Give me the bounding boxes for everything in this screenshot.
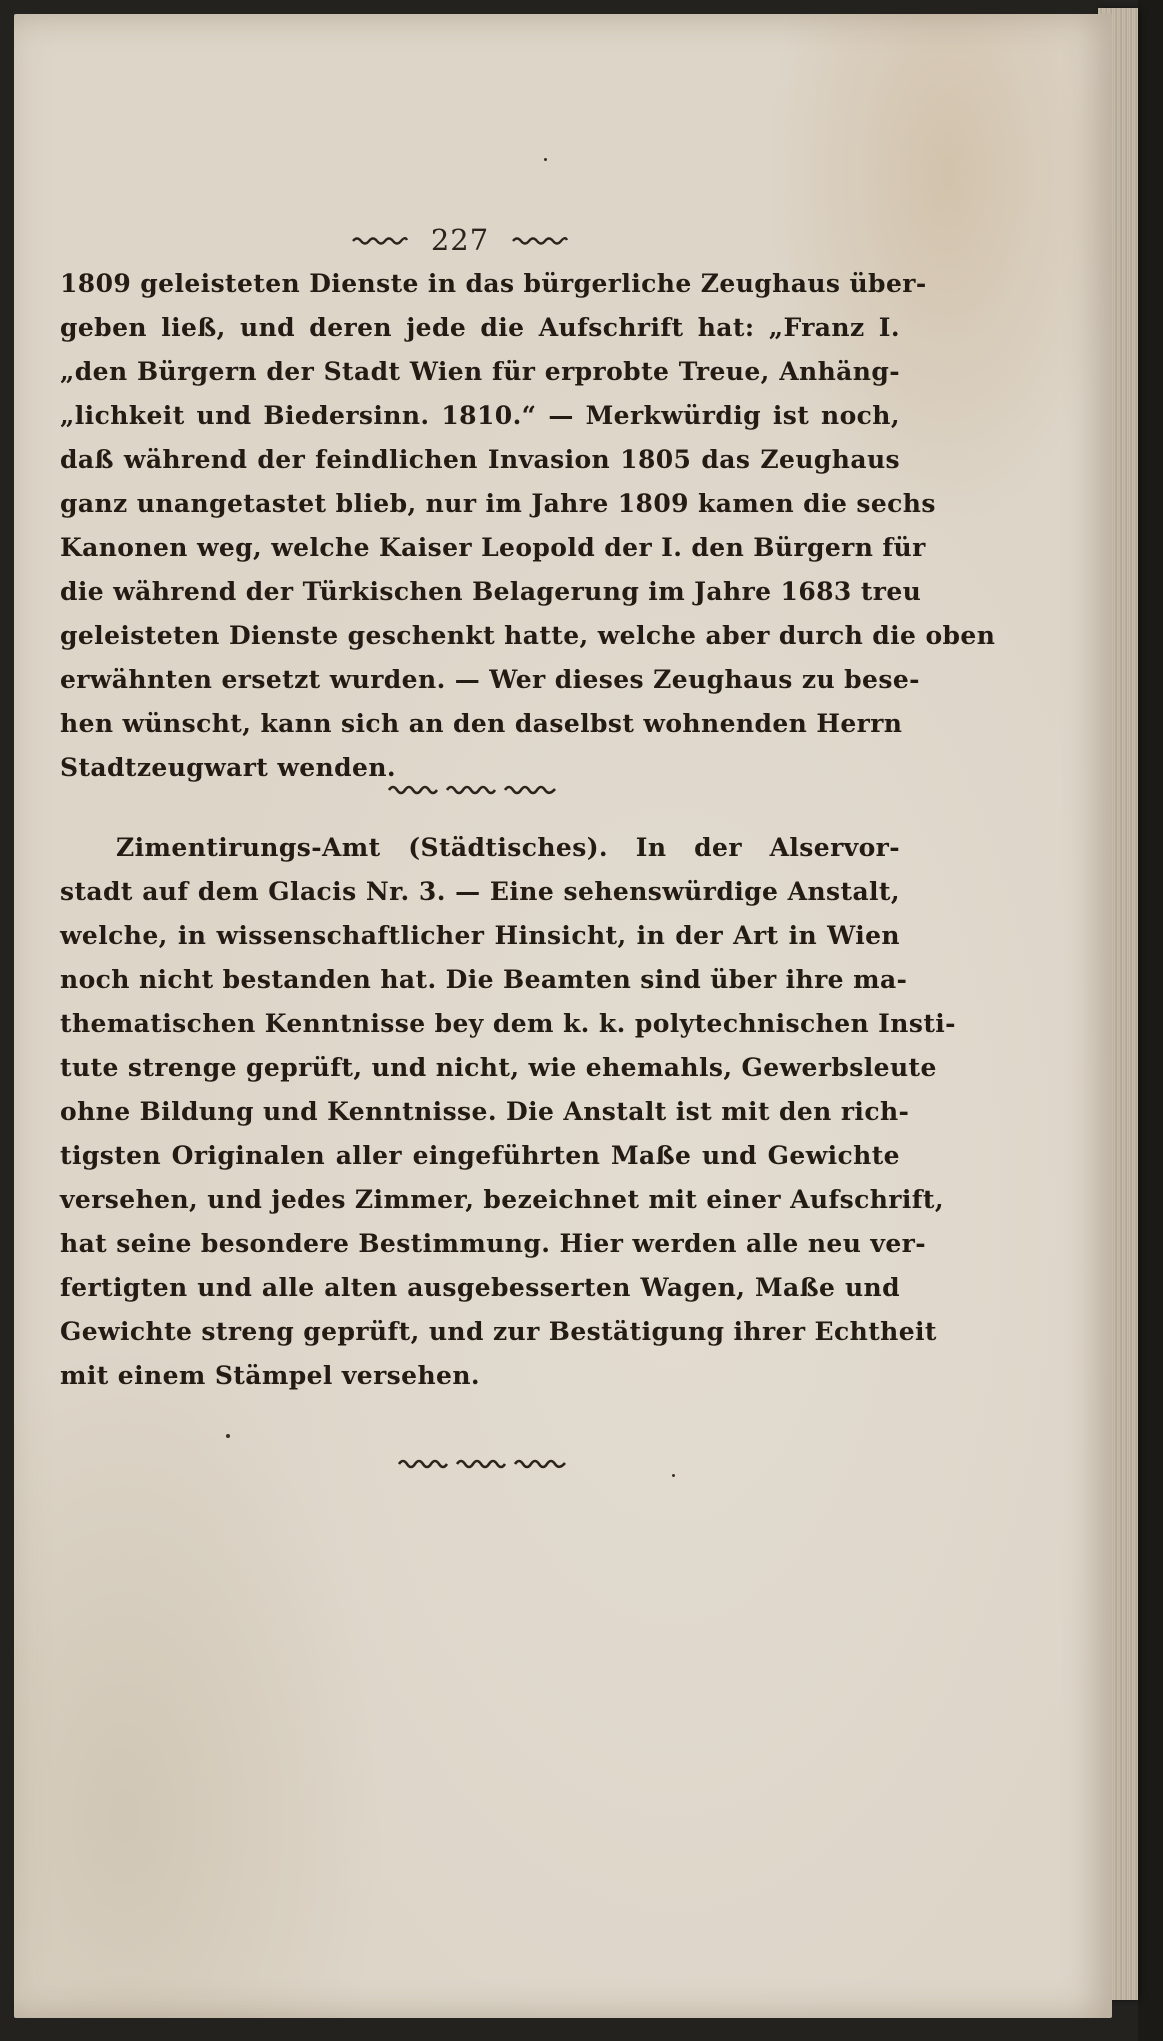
page-header [330,220,590,260]
text-line: Stadtzeugwart wenden. [60,753,396,782]
scan-background-edge [1138,0,1163,2041]
text-line: welche, in wissenschaftlicher Hinsicht, in der Art in Wien [60,921,900,950]
text-line: die während der Türkischen Belagerung im Jahre 1683 treu [60,577,922,606]
text-line: versehen, und jedes Zimmer, bezeichnet mit einer Aufschrift, [60,1185,944,1214]
ink-speck [544,158,547,161]
ink-speck [226,1434,230,1438]
text-line: Kanonen weg, welche Kaiser Leopold der I. den Bürgern für [60,533,926,562]
page-number: 227 [430,223,490,257]
end-divider-ornament-icon [395,1456,570,1470]
text-line: „den Bürgern der Stadt Wien für erprobte Treue, Anhäng- [60,357,900,386]
text-line: ohne Bildung und Kenntnisse. Die Anstalt ist mit den rich- [60,1097,910,1126]
text-line: ganz unangetastet blieb, nur im Jahre 1809 kamen die sechs [60,489,936,518]
section-divider-ornament-icon [385,782,560,796]
text-line: Zimentirungs-Amt (Städtisches). In der Alservor- [116,833,900,862]
text-line: tute strenge geprüft, und nicht, wie ehemahls, Gewerbsleute [60,1053,937,1082]
text-line: „lichkeit und Biedersinn. 1810.“ — Merkwürdig ist noch, [60,401,900,430]
text-line: hat seine besondere Bestimmung. Hier werden alle neu ver- [60,1229,926,1258]
text-line: hen wünscht, kann sich an den daselbst wohnenden Herrn [60,709,903,738]
paragraph-zeughaus [60,262,996,790]
ink-speck [672,1474,675,1477]
text-line: thematischen Kenntnisse bey dem k. k. polytechnischen Insti- [60,1009,956,1038]
text-line: mit einem Stämpel versehen. [60,1361,481,1390]
text-line: Gewichte streng geprüft, und zur Bestätigung ihrer Echtheit [60,1317,937,1346]
text-line: stadt auf dem Glacis Nr. 3. — Eine sehenswürdige Anstalt, [60,877,900,906]
text-line: geleisteten Dienste geschenkt hatte, welche aber durch die oben [60,621,996,650]
right-ornament-icon [511,235,569,245]
text-line: fertigten und alle alten ausgebesserten Wagen, Maße und [60,1273,900,1302]
text-line: erwähnten ersetzt wurden. — Wer dieses Zeughaus zu bese- [60,665,920,694]
text-line: tigsten Originalen aller eingeführten Maße und Gewichte [60,1141,900,1170]
text-line: daß während der feindlichen Invasion 1805 das Zeughaus [60,445,900,474]
text-line: 1809 geleisteten Dienste in das bürgerliche Zeughaus über- [60,269,927,298]
paragraph-zimentirungs-amt [60,826,956,1398]
text-line: geben ließ, und deren jede die Aufschrift hat: „Franz I. [60,313,900,342]
left-ornament-icon [351,235,409,245]
text-line: noch nicht bestanden hat. Die Beamten sind über ihre ma- [60,965,908,994]
